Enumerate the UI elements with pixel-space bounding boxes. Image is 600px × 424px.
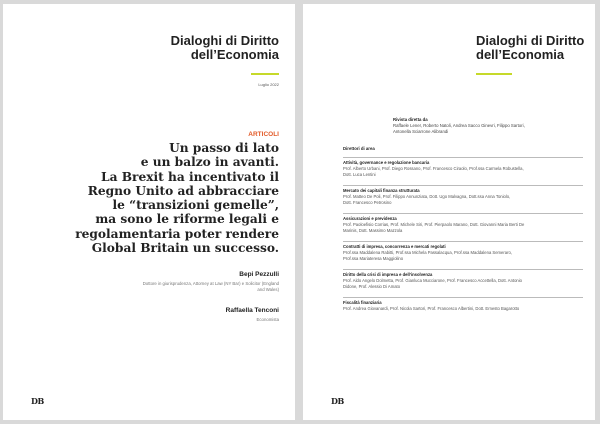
author-name: Bepi Pezzulli <box>239 271 279 278</box>
journal-brand <box>476 34 584 80</box>
author-name: Raffaella Tenconi <box>225 307 279 314</box>
area-members <box>343 166 583 178</box>
area-title: Attività, governance e regolazione bancaria <box>343 160 430 165</box>
accent-rule <box>251 73 279 75</box>
journal-title-line1: Dialoghi di Diritto <box>476 33 585 48</box>
headline-line: Regno Unito ad abbracciare <box>87 183 279 198</box>
db-logo: DB <box>31 396 44 406</box>
article-headline <box>29 141 279 255</box>
area-member-line: Prof. Alberto Urbani, Prof. Diego Rossano, Prof. Francesco Ciraolo, Prof.ssa Carmela Robustella, <box>343 166 524 171</box>
section-label: ARTICOLI <box>248 131 279 138</box>
headline-line: La Brexit ha incentivato il <box>101 169 279 184</box>
accent-rule <box>476 73 512 75</box>
area-title: Mercato dei capitali finanza strutturata <box>343 188 420 193</box>
board-heading: Rivista diretta da <box>393 117 428 122</box>
area-member-line: Didone, Prof. Alessio Di Amato <box>343 284 401 289</box>
area-member-line: Prof.ssa Maddalena Rabitti, Prof.ssa Michela Passalacqua, Prof.ssa Maddalena Semeraro, <box>343 250 512 255</box>
area-member-line: Dott. Francesco Petrosino <box>343 200 392 205</box>
area-item <box>343 269 583 290</box>
area-member-line: Prof. Paoloefisio Corrias, Prof. Michele Siri, Prof. Pierpaolo Marano, Dott. Giovanni Maria Berti De <box>343 222 525 227</box>
area-title: Assicurazioni e previdenza <box>343 216 397 221</box>
headline-line: le “transizioni gemelle”, <box>112 198 279 213</box>
area-title: Contratti di impresa, concorrenza e mercati regolati <box>343 244 446 249</box>
area-item <box>343 241 583 262</box>
area-member-line: Prof.ssa Mariateresa Maggiolino <box>343 256 404 261</box>
headline-line: ma sono le riforme legali e <box>95 212 279 227</box>
db-logo: DB <box>331 396 344 406</box>
author-role-line: Economista <box>256 317 279 322</box>
area-member-line: Prof. Aldo Angelo Dolmetta, Prof. Gianluca Mucciarone, Prof. Francesco Accettella, Dott. Antonio <box>343 278 522 283</box>
area-directors <box>343 146 583 319</box>
headline-line: e un balzo in avanti. <box>140 155 279 170</box>
headline-line: Global Britain un successo. <box>91 241 279 256</box>
issue-date: Luglio 2022 <box>258 82 279 87</box>
area-item <box>343 185 583 206</box>
area-members <box>343 278 583 290</box>
area-members <box>343 306 583 312</box>
area-member-line: Prof. Andrea Giovanardi, Prof. Nicola Sartori, Prof. Francesco Albertini, Dott. Ernesto Bagarotto <box>343 306 520 311</box>
area-member-line: Prof. Matteo De Poli, Prof. Filippo Annunziata, Dott. Ugo Malvagna, Dott.ssa Anna Toniolo, <box>343 194 511 199</box>
areas-heading: Direttori di area <box>343 146 375 151</box>
author-block <box>226 307 279 323</box>
author-role <box>143 281 279 293</box>
area-item <box>343 297 583 312</box>
board-line: Antonella Sciarrone Alibrandi <box>393 129 449 134</box>
right-page <box>303 4 595 420</box>
area-title: Fiscalità finanziaria <box>343 300 382 305</box>
area-title: Diritto della crisi di impresa e dell’insolvenza <box>343 272 433 277</box>
author-role <box>226 317 279 323</box>
author-role-line: Dottore in giurisprudenza, Attorney at Law (NY Bar) e Solicitor (England <box>142 281 279 286</box>
journal-title-line2: dell’Economia <box>190 47 279 62</box>
area-member-line: Marinis, Dott. Massimo Mazzola <box>343 228 403 233</box>
area-item <box>343 213 583 234</box>
area-item <box>343 157 583 178</box>
area-members <box>343 222 583 234</box>
editorial-board <box>343 117 543 135</box>
headline-line: regolamentaria poter rendere <box>75 226 279 241</box>
journal-brand <box>171 34 279 87</box>
author-role-line: and Wales) <box>257 287 279 293</box>
area-members <box>343 250 583 262</box>
board-line: Raffaele Lener, Roberto Natoli, Andrea Sacco Ginevri, Filippo Sartori, <box>393 123 525 128</box>
journal-title-line1: Dialoghi di Diritto <box>170 33 279 48</box>
headline-line: Un passo di lato <box>169 141 279 155</box>
author-block <box>143 271 279 293</box>
journal-title-line2: dell’Economia <box>476 47 565 62</box>
area-member-line: Dott. Luca Lentini <box>343 172 376 177</box>
area-members <box>343 194 583 206</box>
left-page <box>3 4 295 420</box>
